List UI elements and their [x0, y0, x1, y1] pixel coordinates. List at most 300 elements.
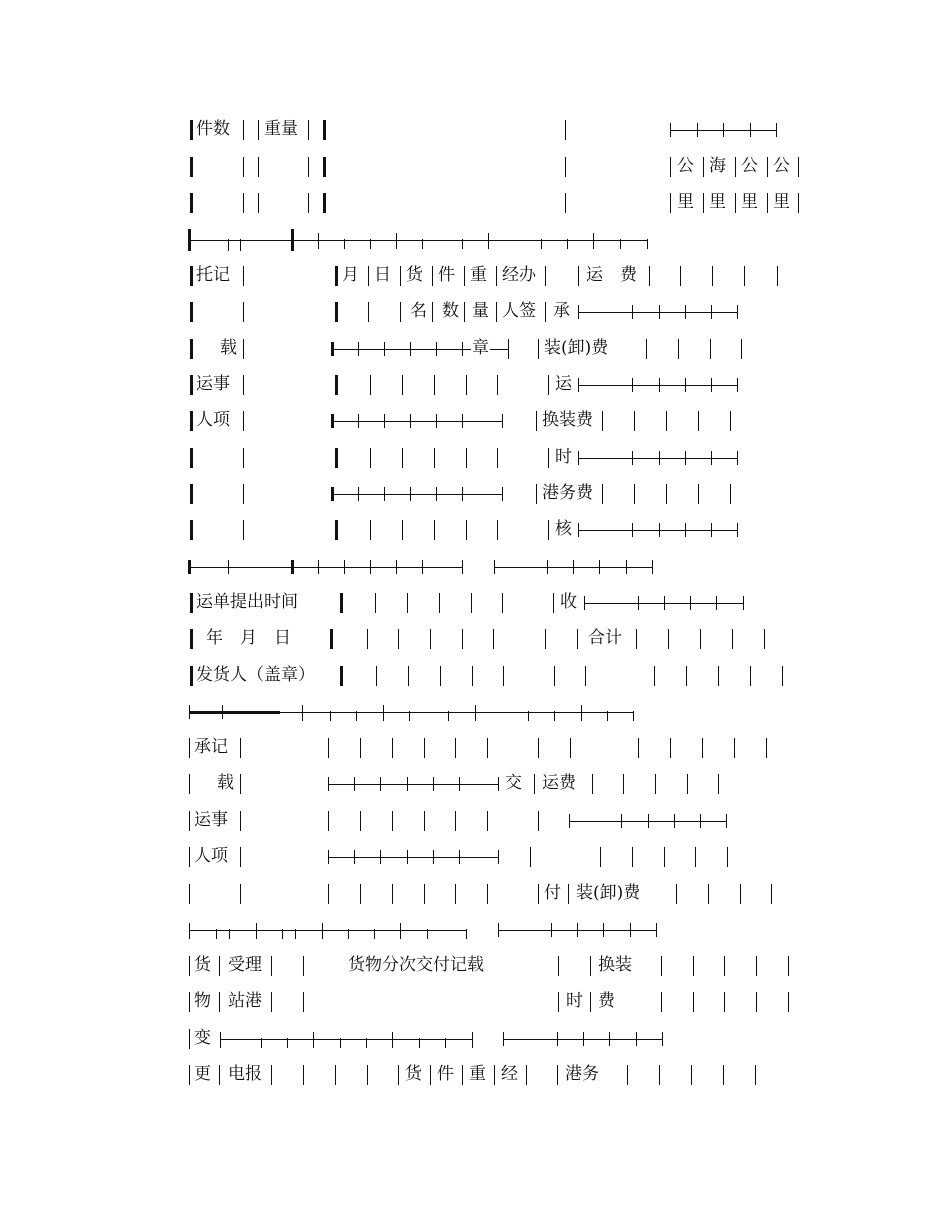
tick-mark: [340, 1038, 341, 1048]
cell-divider: [670, 193, 671, 213]
tick-mark: [609, 1032, 610, 1046]
tick-mark: [567, 239, 568, 249]
cell-label: 里: [709, 192, 726, 212]
cell-divider: [190, 448, 193, 468]
cell-label: 人项: [194, 846, 228, 866]
tick-mark: [685, 305, 686, 319]
cell-divider: [687, 774, 688, 794]
tick-mark: [419, 1038, 420, 1048]
cell-divider: [670, 738, 671, 758]
cell-divider: [548, 448, 549, 468]
cell-divider: [767, 157, 768, 177]
cell-divider: [777, 266, 778, 286]
tick-mark: [229, 929, 230, 939]
tick-mark: [436, 414, 437, 428]
cell-divider: [455, 884, 456, 904]
cell-divider: [718, 666, 719, 686]
cell-label: 运 费: [586, 265, 637, 285]
cell-divider: [600, 847, 601, 867]
cell-divider: [455, 811, 456, 831]
cell-divider: [664, 847, 665, 867]
tick-mark: [256, 923, 257, 939]
cell-divider: [680, 266, 681, 286]
cell-divider: [189, 884, 190, 904]
cell-divider: [308, 120, 309, 140]
cell-label: 付: [544, 883, 561, 903]
cell-label: 重: [470, 265, 487, 285]
tick-mark: [577, 923, 578, 937]
cell-divider: [723, 1065, 724, 1085]
tick-mark: [330, 711, 331, 721]
cell-label: 发货人（盖章）: [196, 665, 315, 685]
cell-divider: [730, 484, 731, 504]
cell-label: 件数: [196, 119, 230, 139]
cell-divider: [666, 484, 667, 504]
tick-mark: [222, 705, 223, 719]
cell-divider: [496, 302, 497, 322]
cell-divider: [565, 120, 566, 140]
cell-label: 经: [501, 1064, 518, 1084]
tick-mark: [282, 929, 283, 939]
cell-divider: [638, 738, 639, 758]
tick-mark: [700, 814, 701, 828]
tick-mark: [593, 233, 594, 249]
tick-mark: [188, 229, 191, 251]
tick-mark: [750, 123, 751, 137]
tick-mark: [370, 239, 371, 249]
cell-label: 变: [194, 1028, 211, 1048]
tick-mark: [380, 850, 381, 864]
tick-mark: [569, 814, 570, 828]
cell-divider: [243, 411, 244, 431]
tick-mark: [502, 487, 503, 501]
cell-divider: [360, 738, 361, 758]
cell-divider: [466, 520, 467, 540]
cell-label: 载: [217, 773, 234, 793]
cell-divider: [323, 120, 326, 140]
ruled-line: [220, 1039, 472, 1040]
tick-mark: [396, 233, 397, 249]
cell-label: 受理: [228, 955, 262, 975]
tick-mark: [400, 923, 401, 939]
cell-label: 件: [437, 1064, 454, 1084]
cell-divider: [243, 375, 244, 395]
cell-label: 核: [555, 519, 572, 539]
cell-divider: [649, 266, 650, 286]
cell-divider: [577, 629, 578, 649]
cell-divider: [243, 193, 244, 213]
cell-divider: [740, 884, 741, 904]
cell-divider: [592, 774, 593, 794]
cell-divider: [703, 193, 704, 213]
cell-divider: [402, 375, 403, 395]
cell-divider: [558, 992, 559, 1012]
cell-divider: [434, 375, 435, 395]
cell-divider: [693, 992, 694, 1012]
cell-divider: [659, 1065, 660, 1085]
cell-divider: [400, 266, 401, 286]
tick-mark: [551, 923, 552, 937]
tick-mark: [436, 342, 437, 356]
tick-mark: [462, 239, 463, 249]
cell-label: 年 月 日: [206, 628, 291, 648]
cell-divider: [328, 884, 329, 904]
tick-mark: [583, 1032, 584, 1046]
cell-divider: [554, 666, 555, 686]
tick-mark: [599, 560, 600, 574]
tick-mark: [659, 378, 660, 392]
tick-mark: [409, 711, 410, 721]
cell-divider: [398, 629, 399, 649]
tick-mark: [632, 305, 633, 319]
cell-divider: [627, 1065, 628, 1085]
cell-divider: [724, 956, 725, 976]
ruled-line: [189, 567, 292, 568]
cell-divider: [190, 411, 193, 431]
cell-divider: [788, 992, 789, 1012]
cell-divider: [756, 992, 757, 1012]
cell-divider: [340, 593, 343, 613]
cell-divider: [434, 520, 435, 540]
cell-label: 装(卸)费: [544, 338, 609, 358]
cell-divider: [190, 520, 193, 540]
tick-mark: [648, 814, 649, 828]
tick-mark: [189, 923, 190, 939]
cell-divider: [695, 847, 696, 867]
cell-label: 货物分次交付记载: [348, 955, 484, 975]
tick-mark: [656, 923, 657, 937]
cell-divider: [666, 411, 667, 431]
tick-mark: [220, 1032, 221, 1048]
tick-mark: [632, 378, 633, 392]
cell-label: 货: [194, 955, 211, 975]
cell-label: 时: [555, 447, 572, 467]
cell-label: 收: [560, 592, 577, 612]
tick-mark: [662, 1032, 663, 1046]
tick-mark: [318, 560, 319, 574]
tick-mark: [498, 777, 499, 791]
cell-divider: [335, 266, 338, 286]
tick-mark: [410, 342, 411, 356]
cell-divider: [530, 847, 531, 867]
cell-divider: [323, 193, 326, 213]
cell-divider: [303, 992, 304, 1012]
cell-divider: [693, 956, 694, 976]
cell-label: 里: [741, 192, 758, 212]
cell-divider: [190, 157, 193, 177]
tick-mark: [737, 378, 738, 392]
tick-mark: [711, 305, 712, 319]
cell-label: 人签: [502, 301, 536, 321]
tick-mark: [228, 239, 229, 251]
cell-divider: [392, 738, 393, 758]
ruled-line: [189, 930, 466, 931]
cell-label: 里: [677, 192, 694, 212]
cell-divider: [764, 629, 765, 649]
tick-mark: [462, 414, 463, 428]
cell-divider: [243, 520, 244, 540]
tick-mark: [697, 123, 698, 137]
tick-mark: [716, 596, 717, 610]
cell-divider: [538, 339, 539, 359]
cell-divider: [335, 1065, 336, 1085]
tick-mark: [685, 523, 686, 537]
tick-mark: [541, 239, 542, 249]
cell-divider: [190, 593, 193, 613]
cell-label: 时: [566, 991, 583, 1011]
cell-divider: [367, 1065, 368, 1085]
cell-divider: [258, 120, 259, 140]
cell-divider: [370, 520, 371, 540]
cell-label: 公: [741, 156, 758, 176]
tick-mark: [462, 560, 463, 574]
cell-divider: [330, 629, 333, 649]
cell-label: 合计: [588, 628, 622, 648]
tick-mark: [302, 705, 303, 721]
cell-divider: [508, 339, 509, 359]
cell-label: 海: [709, 156, 726, 176]
cell-divider: [496, 266, 497, 286]
cell-divider: [727, 847, 728, 867]
cell-divider: [219, 956, 220, 976]
cell-divider: [578, 266, 579, 286]
tick-mark: [216, 929, 217, 939]
cell-divider: [750, 666, 751, 686]
cell-divider: [798, 193, 799, 213]
cell-label: 站港: [228, 991, 262, 1011]
cell-divider: [360, 811, 361, 831]
cell-divider: [700, 629, 701, 649]
cell-divider: [375, 593, 376, 613]
cell-divider: [190, 193, 193, 213]
tick-mark: [313, 1032, 314, 1048]
tick-mark: [356, 711, 357, 721]
cell-divider: [464, 302, 465, 322]
tick-mark: [607, 711, 608, 721]
cell-divider: [240, 847, 241, 867]
cell-label: 承: [553, 301, 570, 321]
cell-divider: [734, 738, 735, 758]
tick-mark: [737, 451, 738, 465]
tick-mark: [328, 850, 329, 864]
cell-label: 运事: [196, 374, 230, 394]
cell-divider: [190, 302, 193, 322]
cell-divider: [676, 884, 677, 904]
cell-divider: [190, 120, 193, 140]
tick-mark: [711, 378, 712, 392]
cell-divider: [367, 629, 368, 649]
cell-divider: [243, 157, 244, 177]
tick-mark: [503, 1032, 504, 1046]
tick-mark: [711, 523, 712, 537]
tick-mark: [557, 1032, 558, 1046]
cell-divider: [328, 738, 329, 758]
ruled-line: [578, 312, 737, 313]
cell-divider: [670, 157, 671, 177]
cell-divider: [724, 992, 725, 1012]
cell-divider: [240, 774, 241, 794]
cell-label: 更: [194, 1064, 211, 1084]
tick-mark: [427, 929, 428, 939]
tick-mark: [448, 711, 449, 721]
tick-mark: [240, 239, 241, 251]
cell-label: 件: [438, 265, 455, 285]
cell-divider: [497, 520, 498, 540]
cell-divider: [240, 884, 241, 904]
tick-mark: [743, 596, 744, 610]
cell-divider: [730, 411, 731, 431]
tick-mark: [632, 523, 633, 537]
cell-divider: [466, 375, 467, 395]
cell-divider: [243, 448, 244, 468]
cell-divider: [424, 811, 425, 831]
tick-mark: [358, 414, 359, 428]
cell-divider: [545, 302, 546, 322]
cell-divider: [703, 157, 704, 177]
cell-divider: [497, 448, 498, 468]
cell-divider: [370, 375, 371, 395]
cell-divider: [568, 884, 569, 904]
cell-divider: [661, 956, 662, 976]
cell-label: 章: [472, 338, 489, 358]
cell-divider: [240, 738, 241, 758]
cell-divider: [258, 157, 259, 177]
cell-divider: [323, 157, 326, 177]
cell-divider: [553, 593, 554, 613]
cell-divider: [439, 593, 440, 613]
cell-divider: [744, 266, 745, 286]
cell-divider: [718, 774, 719, 794]
tick-mark: [674, 814, 675, 828]
cell-label: 公: [677, 156, 694, 176]
cell-divider: [402, 520, 403, 540]
tick-mark: [407, 850, 408, 864]
cell-divider: [190, 629, 193, 649]
tick-mark: [318, 233, 319, 249]
tick-mark: [410, 487, 411, 501]
tick-mark: [488, 233, 489, 249]
cell-divider: [538, 811, 539, 831]
tick-mark: [354, 777, 355, 791]
cell-label: 运单提出时间: [196, 592, 298, 612]
tick-mark: [433, 850, 434, 864]
cell-divider: [190, 339, 193, 359]
tick-mark: [422, 560, 423, 574]
cell-divider: [271, 1065, 272, 1085]
tick-mark: [723, 123, 724, 137]
tick-mark: [322, 923, 323, 939]
cell-divider: [634, 484, 635, 504]
tick-mark: [776, 123, 777, 137]
cell-divider: [190, 484, 193, 504]
tick-mark: [384, 414, 385, 428]
tick-mark: [647, 239, 648, 249]
cell-divider: [376, 666, 377, 686]
cell-divider: [189, 738, 190, 758]
cell-divider: [462, 629, 463, 649]
cell-divider: [219, 1065, 220, 1085]
cell-divider: [190, 666, 193, 686]
ruled-line: [189, 711, 280, 714]
cell-divider: [634, 411, 635, 431]
cell-divider: [243, 484, 244, 504]
cell-divider: [189, 847, 190, 867]
cell-label: 运费: [542, 773, 576, 793]
cell-divider: [548, 520, 549, 540]
cell-divider: [570, 738, 571, 758]
cell-label: 换装费: [542, 410, 593, 430]
cell-divider: [430, 629, 431, 649]
cell-label: 托记: [196, 265, 230, 285]
cell-divider: [755, 1065, 756, 1085]
cell-divider: [400, 302, 401, 322]
cell-label: 换装: [598, 955, 632, 975]
cell-label: 货: [405, 1064, 422, 1084]
cell-divider: [538, 738, 539, 758]
cell-divider: [741, 339, 742, 359]
cell-divider: [798, 157, 799, 177]
cell-divider: [455, 738, 456, 758]
cell-divider: [497, 375, 498, 395]
cell-divider: [590, 992, 591, 1012]
tick-mark: [189, 705, 190, 719]
ruled-line: [332, 349, 471, 350]
cell-divider: [432, 266, 433, 286]
cell-divider: [243, 302, 244, 322]
cell-divider: [271, 992, 272, 1012]
cell-divider: [602, 411, 603, 431]
tick-mark: [659, 523, 660, 537]
ruled-line: [578, 458, 737, 459]
tick-mark: [737, 305, 738, 319]
tick-mark: [498, 850, 499, 864]
tick-mark: [578, 523, 579, 537]
cell-divider: [189, 1065, 190, 1085]
tick-mark: [632, 451, 633, 465]
cell-divider: [189, 956, 190, 976]
cell-divider: [585, 666, 586, 686]
cell-divider: [735, 193, 736, 213]
tick-mark: [528, 711, 529, 721]
tick-mark: [384, 342, 385, 356]
tick-mark: [633, 711, 634, 721]
cell-divider: [538, 884, 539, 904]
tick-mark: [366, 1038, 367, 1048]
cell-divider: [243, 120, 244, 140]
cell-label: 交: [505, 773, 522, 793]
cell-divider: [493, 629, 494, 649]
cell-divider: [655, 774, 656, 794]
cell-divider: [466, 448, 467, 468]
cell-divider: [430, 1065, 431, 1085]
cell-divider: [392, 811, 393, 831]
tick-mark: [578, 305, 579, 319]
cell-divider: [189, 992, 190, 1012]
cell-divider: [678, 339, 679, 359]
tick-mark: [630, 923, 631, 937]
tick-mark: [670, 123, 671, 137]
cell-label: 公: [773, 156, 790, 176]
cell-divider: [243, 339, 244, 359]
tick-mark: [584, 596, 585, 610]
cell-divider: [766, 738, 767, 758]
cell-label: 货: [406, 265, 423, 285]
cell-divider: [708, 884, 709, 904]
cell-divider: [434, 448, 435, 468]
cell-divider: [258, 193, 259, 213]
cell-divider: [767, 193, 768, 213]
cell-divider: [565, 193, 566, 213]
